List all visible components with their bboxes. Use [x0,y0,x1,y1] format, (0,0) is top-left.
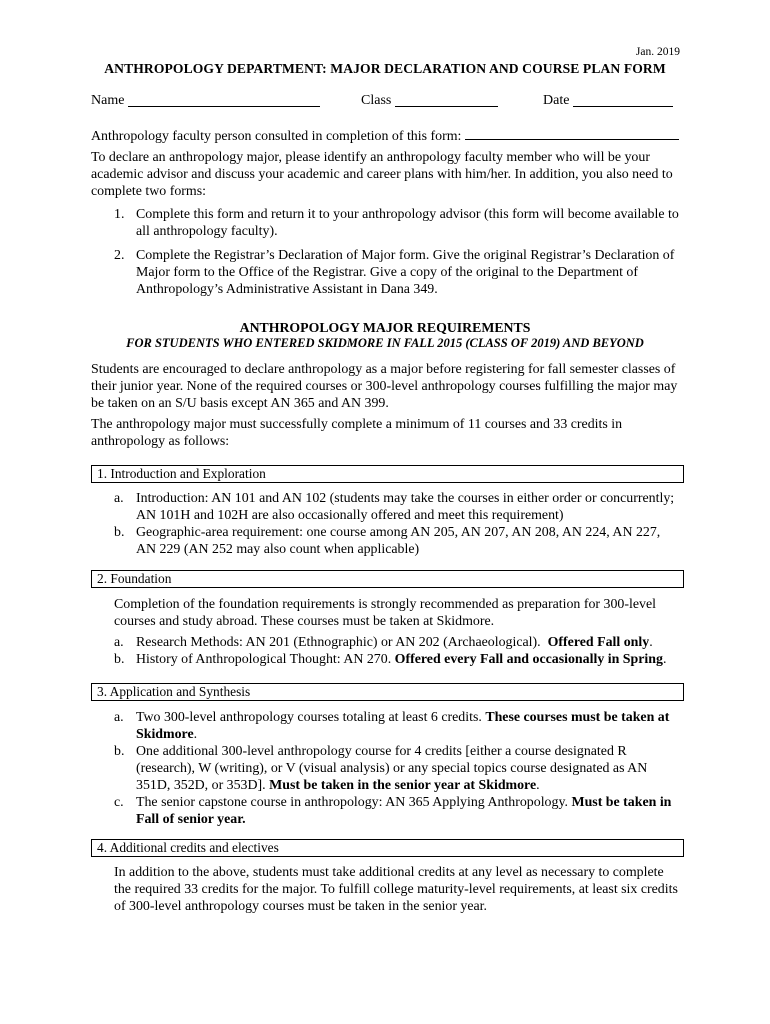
step-text: Complete this form and return it to your anthropology advisor (this form will become available to all anthropology faculty). [136,207,679,239]
section-1-heading: 1. Introduction and Exploration [91,465,684,483]
intro-paragraph: To declare an anthropology major, please identify an anthropology faculty member who will be your academic advisor and discuss your academic and career plans with him/her. In addition, you also need to complete two forms: [91,150,673,199]
item-letter: c. [114,795,124,810]
item-letter: a. [114,491,124,506]
faculty-consulted-label: Anthropology faculty person consulted in completion of this form: [91,129,462,144]
requirements-title: ANTHROPOLOGY MAJOR REQUIREMENTS [239,320,531,335]
section-1-list [114,490,680,558]
item-letter: a. [114,635,124,650]
section-2-list [114,634,680,668]
step-number: 1. [114,207,125,222]
class-label: Class [361,93,392,108]
requirements-paragraph-2: The anthropology major must successfully complete a minimum of 11 courses and 33 credits in anthropology as follows: [91,417,623,449]
date-field-group [543,93,569,109]
section-4-text: In addition to the above, students must take additional credits at any level as necessary to complete the required 33 credits for the major. To fulfill college maturity-level requirements, at least six credits of 300-level anthropology courses must be taken in the senior year. [114,865,678,914]
name-input-line[interactable] [128,93,320,107]
list-item: b. One additional 300-level anthropology course for 4 credits [either a course designated R (research), W (writing), or V (visual analysis) or any special topics course designated as AN 351D, 352D, or 353D]. Must be taken in the senior year at Skidmore. [114,744,648,793]
list-item: a. Two 300-level anthropology courses totaling at least 6 credits. These courses must be taken at Skidmore. [114,710,670,742]
form-date: Jan. 2019 [635,46,680,58]
date-label: Date [543,93,570,108]
class-field-group [361,93,391,109]
item-emphasis: These courses must be taken at Skidmore [136,710,670,742]
section-3-list [114,709,680,828]
class-input-line[interactable] [395,93,498,107]
item-text: History of Anthropological Thought: AN 270. [136,652,392,667]
list-item [114,524,680,558]
requirements-subtitle: FOR STUDENTS WHO ENTERED SKIDMORE IN FALL 2015 (CLASS OF 2019) AND BEYOND [126,336,644,350]
item-letter: b. [114,652,125,667]
item-letter: b. [114,744,125,759]
section-3-heading: 3. Application and Synthesis [91,683,684,701]
item-text: Two 300-level anthropology courses totaling at least 6 credits. [136,710,482,725]
requirements-paragraph-1: Students are encouraged to declare anthropology as a major before registering for fall semester classes of their junior year. None of the required courses or 300-level anthropology courses fulfilling the major may be taken on an S/U basis except AN 365 and AN 399. [91,362,678,411]
item-emphasis: Offered Fall only [547,635,650,650]
item-text: One additional 300-level anthropology course for 4 credits [either a course designated R (research), W (writing), or V (visual analysis) or any special topics course designated as AN 351D, 352D, or 353D]. [136,744,648,793]
declaration-steps [114,206,680,305]
section-2-heading: 2. Foundation [91,570,684,588]
item-text: Geographic-area requirement: one course among AN 205, AN 207, AN 208, AN 224, AN 227, AN 229 (AN 252 may also count when applicable) [136,525,661,557]
section-2-intro: Completion of the foundation requirements is strongly recommended as preparation for 300-level courses and study abroad. These courses must be taken at Skidmore. [114,597,656,629]
list-item: a. Research Methods: AN 201 (Ethnographic) or AN 202 (Archaeological). Offered Fall only. [114,635,653,650]
list-item [114,490,680,524]
item-emphasis: Must be taken in Fall of senior year. [136,795,672,827]
step-text: Complete the Registrar’s Declaration of Major form. Give the original Registrar’s Declaration of Major form to the Office of the Registrar. Give a copy of the original to the Department of Anthropology’s Administrative Assistant in Dana 349. [136,248,675,297]
step-item [114,206,680,240]
list-item: b. History of Anthropological Thought: AN 270. Offered every Fall and occasionally in Spring. [114,652,667,667]
item-emphasis: Offered every Fall and occasionally in Spring [394,652,663,667]
faculty-consulted-field [91,126,681,145]
name-label: Name [91,93,125,108]
list-item [114,794,680,828]
item-letter: a. [114,710,124,725]
item-letter: b. [114,525,125,540]
item-text: Research Methods: AN 201 (Ethnographic) or AN 202 (Archaeological). [136,635,541,650]
item-text: Introduction: AN 101 and AN 102 (students may take the courses in either order or concurrently; AN 101H and 102H are also occasionally offered and meet this requirement) [136,491,675,523]
item-text: The senior capstone course in anthropology: AN 365 Applying Anthropology. [136,795,568,810]
section-4-heading: 4. Additional credits and electives [91,839,684,857]
faculty-consulted-input-line[interactable] [465,126,679,140]
name-field-group [91,93,124,109]
step-number: 2. [114,248,125,263]
student-info-fields [91,93,679,111]
step-item [114,247,680,298]
item-emphasis: Must be taken in the senior year at Skidmore [269,778,537,793]
date-input-line[interactable] [573,93,673,107]
form-title: ANTHROPOLOGY DEPARTMENT: MAJOR DECLARATION AND COURSE PLAN FORM [104,61,666,76]
